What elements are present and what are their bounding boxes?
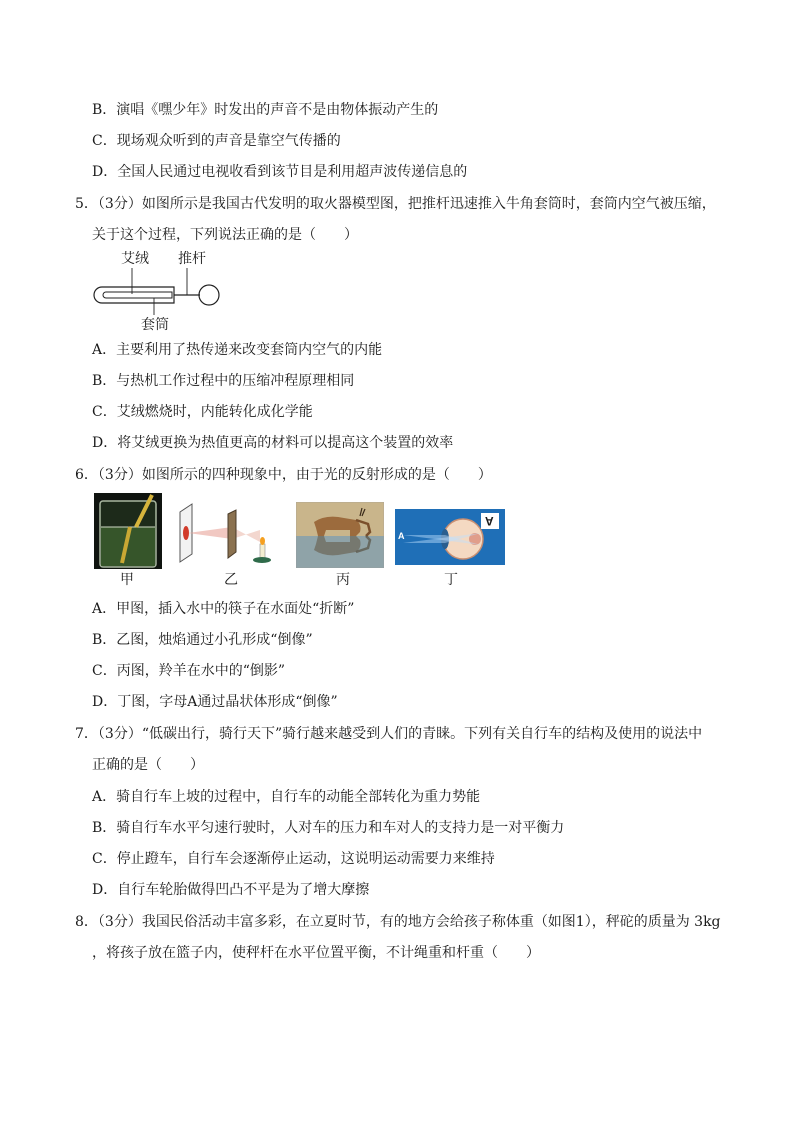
q4-option-d: D．全国人民通过电视收看到该节目是利用超声波传递信息的 (92, 164, 468, 180)
q5-option-b: B．与热机工作过程中的压缩冲程原理相同 (92, 373, 355, 389)
caption-jia: 甲 (120, 572, 134, 588)
q7-stem-line2: 正确的是（ ） (92, 757, 204, 773)
q7-option-b: B．骑自行车水平匀速行驶时，人对车的压力和车对人的支持力是一对平衡力 (92, 820, 565, 836)
caption-yi: 乙 (224, 572, 238, 588)
q6-option-b: B．乙图，烛焰通过小孔形成“倒像” (92, 632, 313, 648)
q8-stem-line1: 8．（3分）我国民俗活动丰富多彩，在立夏时节，有的地方会给孩子称体重（如图1），秤砣的质量为 3kg (75, 914, 721, 930)
q5-option-c: C．艾绒燃烧时，内能转化成化学能 (92, 404, 313, 420)
q7-stem-line1: 7．（3分）“低碳出行，骑行天下”骑行越来越受到人们的青睐。下列有关自行车的结构及使用的说法中 (75, 726, 703, 742)
q4-option-c: C．现场观众听到的声音是靠空气传播的 (92, 133, 341, 149)
q6-option-c: C．丙图，羚羊在水中的“倒影” (92, 663, 286, 679)
q7-option-a: A．骑自行车上坡的过程中，自行车的动能全部转化为重力势能 (92, 789, 481, 805)
eye-object-letter: A (398, 531, 405, 541)
caption-ding: 丁 (444, 572, 458, 588)
q6-option-a: A．甲图，插入水中的筷子在水面处“折断” (92, 601, 355, 617)
caption-bing: 丙 (336, 572, 350, 588)
eye-inverted-letter: A (485, 514, 494, 528)
label-aironggrass: 艾绒 (121, 251, 149, 267)
q6-option-d: D．丁图，字母A通过晶状体形成“倒像” (92, 694, 338, 710)
q6-stem: 6．（3分）如图所示的四种现象中，由于光的反射形成的是（ ） (75, 467, 492, 483)
q4-option-b: B．演唱《嘿少年》时发出的声音不是由物体振动产生的 (92, 102, 439, 118)
q5-stem-line1: 5．（3分）如图所示是我国古代发明的取火器模型图，把推杆迅速推入牛角套筒时，套筒内空气被压缩， (75, 196, 716, 212)
image-pinhole-camera (174, 500, 280, 566)
q5-stem-line2: 关于这个过程，下列说法正确的是（ ） (92, 227, 358, 243)
label-sleeve: 套筒 (141, 317, 169, 333)
q8-stem-line2: ，将孩子放在篮子内，使秤杆在水平位置平衡，不计绳重和杆重（ ） (92, 945, 540, 961)
q7-option-d: D．自行车轮胎做得凹凸不平是为了增大摩擦 (92, 882, 370, 898)
label-pushrod: 推杆 (178, 251, 206, 267)
image-eye-lens (395, 509, 505, 565)
q5-option-a: A．主要利用了热传递来改变套筒内空气的内能 (92, 342, 383, 358)
q7-option-c: C．停止蹬车，自行车会逐渐停止运动，这说明运动需要力来维持 (92, 851, 495, 867)
q5-option-d: D．将艾绒更换为热值更高的材料可以提高这个装置的效率 (92, 435, 454, 451)
image-antelope-reflection (296, 502, 384, 568)
image-chopstick-in-water (94, 493, 162, 569)
